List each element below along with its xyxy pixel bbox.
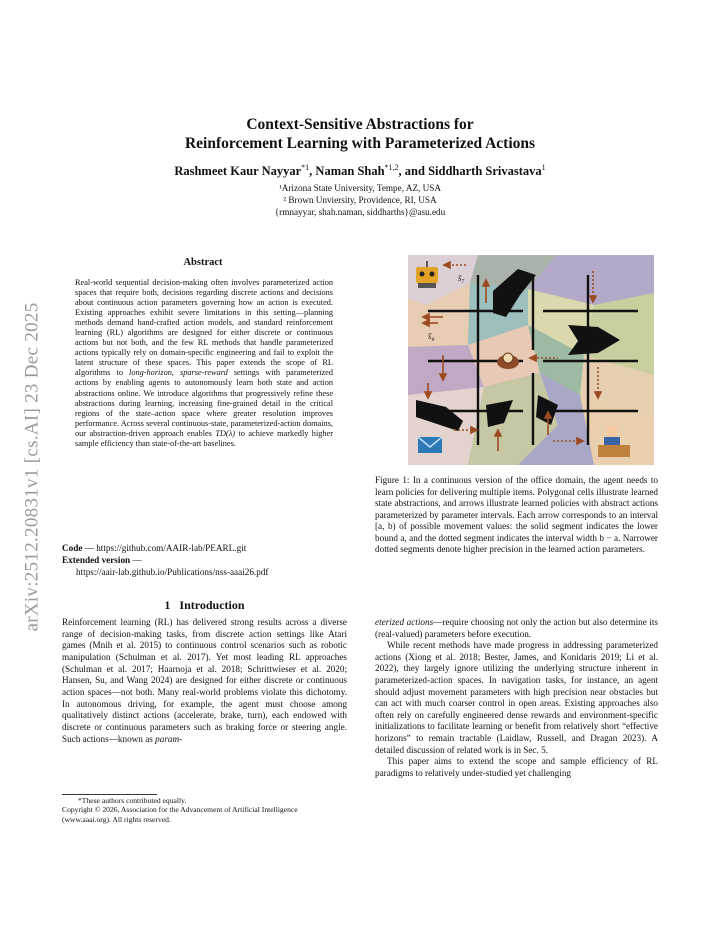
intro-right-column [375, 617, 658, 779]
author-1-sup: *1 [301, 163, 310, 172]
abstract-heading: Abstract [183, 257, 223, 268]
author-sep-1: , [309, 164, 316, 179]
intro-left-text: Reinforcement learning (RL) has delivered strong results across a diverse range of decision-making tasks, from discrete action settings like Atari games (Mnih et al. 2015) to continuous control scenarios such as robotic manipulation (Schulman et al. 2017). Yet most leading RL approaches (Schulman et al. 2017; Haarnoja et al. 2018; Schrittwieser et al. 2020; Hansen, Su, and Wang 2024) are designed for either discrete or continuous action spaces—not both. Many real-world problems violate this dichotomy. In autonomous driving, for example, the agent must choose among qualitatively distinct actions (accelerate, brake, turn), each endowed with discrete or continuous parameters such as braking force or steering angle. Such actions—known as [62, 617, 347, 744]
intro-left-column [62, 617, 347, 745]
state-label-s8: s̄₈ [428, 331, 435, 341]
abstract-math: TD(λ) [215, 428, 236, 438]
section-heading [62, 598, 347, 613]
section-number: 1 [164, 598, 171, 612]
paper-title [60, 115, 660, 153]
footnote-rule [62, 794, 157, 795]
author-2-sup: *1,2 [384, 163, 399, 172]
abstract-part-3: to achieve markedly higher sample efficiency than state-of-the-art baselines. [75, 428, 333, 448]
affiliation-1: ¹Arizona State University, Tempe, AZ, USA [278, 183, 442, 193]
author-3-sup: 1 [541, 163, 546, 172]
abstract-text [75, 278, 333, 449]
desk [598, 445, 630, 457]
authors [60, 163, 660, 179]
abstract-sep: , [171, 368, 180, 378]
author-3: Siddharth Srivastava [428, 164, 542, 179]
affiliations [60, 182, 660, 218]
intro-right-p1: —require choosing not only the action but also determine its (real-valued) parameters before execution. [375, 617, 658, 639]
code-links [62, 542, 347, 578]
extended-url[interactable]: https://aair-lab.github.io/Publications/nss-aaai26.pdf [76, 567, 269, 577]
extended-line [62, 554, 347, 566]
intro-right-para-2: While recent methods have made progress in addressing parameterized actions (Xiong et al. 2018; Bester, James, and Konidaris 2019; Li et al. 2022), they largely ignore utilizing the underlying structure inherent in parameterized-action spaces. In navigation tasks, for instance, an agent should adjust movement parameters with high precision near obstacles but can act with much coarser control in open areas. Existing approaches also often rely on carefully engineered dense rewards and environment-specific initializations to facilitate learning or benefit from relatively short “effective horizons” to remain tractable (Laidlaw, Russell, and Dragan 2023). A detailed discussion of related work is in Sec. 5. [375, 640, 658, 755]
code-label: Code [62, 543, 83, 553]
arxiv-id: arXiv:2512.20831v1 [cs.AI] 23 Dec 2025 [22, 302, 43, 632]
office-domain-figure [408, 255, 654, 465]
figure-caption: Figure 1: In a continuous version of the office domain, the agent needs to learn policies for delivering multiple items. Polygonal cells illustrate learned state abstractions, and arrows illustrate learned policies with abstract actions parameterized by parameter intervals. Each arrow corresponds to an interval [a, b) of possible movement values: the solid segment indicates the lower bound a, and the dotted segment indicates the interval width b − a. Narrower dotted segments denote higher precision in the learned action parameters. [375, 475, 658, 555]
author-1: Rashmeet Kaur Nayyar [174, 164, 302, 179]
intro-right-para-3: This paper aims to extend the scope and sample efficiency of RL paradigms to relatively under-studied yet challenging [375, 756, 658, 778]
title-line-2: Reinforcement Learning with Parameterized Actions [184, 135, 536, 152]
title-line-1: Context-Sensitive Abstractions for [246, 116, 474, 133]
author-2: Naman Shah [315, 164, 385, 179]
author-sep-2: , and [398, 164, 429, 179]
extended-dash: — [130, 555, 142, 565]
footnote-equal-contribution: *These authors contributed equally. [78, 796, 187, 805]
coffee-top [503, 353, 513, 363]
code-line [62, 542, 347, 554]
abstract-part-2: settings with parameterized actions by enabling agents to autonomously learn both state and action abstractions online. We introduce algorithms that progressively refine these abstractions during learning, increasing fine-grained detail in the critical regions of the state–action space where greater resolution improves performance. Across several continuous-state, parameterized-action domains, our abstraction-driven approach enables [75, 368, 333, 438]
extended-label: Extended version [62, 555, 131, 565]
abstract-part-1: Real-world sequential decision-making often involves parameterized action spaces that require both, decisions regarding discrete actions and decisions about continuous action parameters governing how an action is executed. Existing approaches exhibit severe limitations in this setting—planning methods demand hand-crafted action models, and standard reinforcement learning (RL) algorithms are designed for either discrete or continuous actions but not both, and the few RL methods that handle parameterized actions typically rely on domain-specific engineering and fail to exploit the latent structure of these spaces. This paper extends the scope of RL algorithms to [75, 278, 333, 378]
person-head [606, 425, 618, 437]
intro-right-em: eterized actions [375, 617, 434, 627]
robot-eye [430, 272, 435, 277]
section-name: Introduction [179, 598, 245, 612]
arxiv-stamp [18, 262, 48, 672]
intro-right-para-1 [375, 617, 658, 640]
intro-left-em: param- [155, 733, 183, 744]
robot-eye [420, 272, 425, 277]
robot-body [416, 267, 438, 283]
state-label-s7: s̄₇ [458, 273, 465, 283]
abstract-em-2: sparse-reward [180, 368, 228, 378]
mail-icon [418, 437, 442, 453]
code-url[interactable]: — https://github.com/AAIR-lab/PEARL.git [82, 543, 247, 553]
abstract-em-1: long-horizon [129, 368, 172, 378]
footnote [62, 796, 347, 824]
affiliation-emails: {rmnayyar, shah.naman, siddharths}@asu.edu [274, 207, 446, 217]
footnote-copyright: Copyright © 2026, Association for the Advancement of Artificial Intelligence (www.aaai.org). All rights reserved. [62, 805, 298, 824]
robot-tread [418, 283, 436, 288]
affiliation-2: ² Brown Unviersity, Providence, RI, USA [283, 195, 437, 205]
